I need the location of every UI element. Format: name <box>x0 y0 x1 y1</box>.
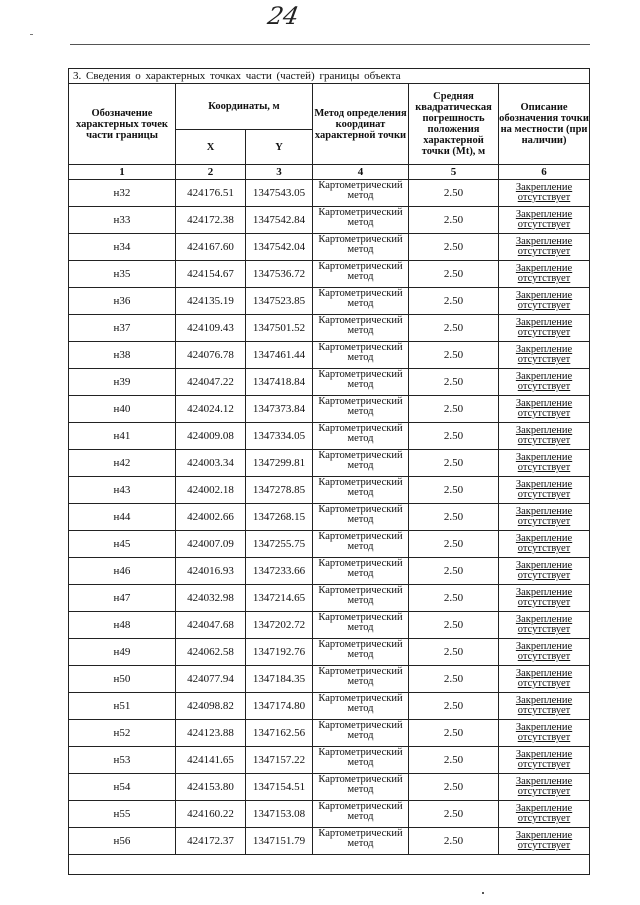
description-cell <box>499 207 590 234</box>
margin-mark <box>30 34 33 35</box>
point-cell: н41 <box>69 423 176 450</box>
header-method: Метод определения координат характерной точки <box>313 84 409 165</box>
method-cell: Картометрический метод <box>313 720 409 747</box>
point-cell: н34 <box>69 234 176 261</box>
description-text: Закрепление отсутствует <box>515 695 573 716</box>
x-coordinate-cell: 424167.60 <box>176 234 246 261</box>
x-coordinate-cell: 424032.98 <box>176 585 246 612</box>
description-cell <box>499 315 590 342</box>
table-body <box>69 180 590 855</box>
method-cell: Картометрический метод <box>313 801 409 828</box>
y-coordinate-cell: 1347536.72 <box>246 261 313 288</box>
accuracy-cell: 2.50 <box>409 801 499 828</box>
y-coordinate-cell: 1347255.75 <box>246 531 313 558</box>
table-row <box>69 504 590 531</box>
table-row <box>69 369 590 396</box>
x-coordinate-cell: 424160.22 <box>176 801 246 828</box>
accuracy-cell: 2.50 <box>409 180 499 207</box>
description-cell <box>499 396 590 423</box>
accuracy-cell: 2.50 <box>409 639 499 666</box>
table-row <box>69 612 590 639</box>
description-cell <box>499 666 590 693</box>
description-text: Закрепление отсутствует <box>515 290 573 311</box>
method-cell: Картометрический метод <box>313 666 409 693</box>
description-text: Закрепление отсутствует <box>515 398 573 419</box>
accuracy-cell: 2.50 <box>409 207 499 234</box>
x-coordinate-cell: 424172.37 <box>176 828 246 855</box>
description-cell <box>499 423 590 450</box>
boundary-points-document <box>68 68 589 875</box>
point-cell: н40 <box>69 396 176 423</box>
description-cell <box>499 693 590 720</box>
point-cell: н55 <box>69 801 176 828</box>
description-cell <box>499 234 590 261</box>
description-text: Закрепление отсутствует <box>515 587 573 608</box>
table-row <box>69 693 590 720</box>
method-cell: Картометрический метод <box>313 612 409 639</box>
accuracy-cell: 2.50 <box>409 477 499 504</box>
description-cell <box>499 828 590 855</box>
description-text: Закрепление отсутствует <box>515 371 573 392</box>
y-coordinate-cell: 1347542.84 <box>246 207 313 234</box>
description-text: Закрепление отсутствует <box>515 209 573 230</box>
accuracy-cell: 2.50 <box>409 369 499 396</box>
y-coordinate-cell: 1347334.05 <box>246 423 313 450</box>
description-cell <box>499 639 590 666</box>
point-cell: н49 <box>69 639 176 666</box>
y-coordinate-cell: 1347174.80 <box>246 693 313 720</box>
table-row <box>69 531 590 558</box>
header-y: Y <box>246 130 313 165</box>
description-cell <box>499 558 590 585</box>
point-cell: н54 <box>69 774 176 801</box>
y-coordinate-cell: 1347157.22 <box>246 747 313 774</box>
empty-cell <box>69 855 590 875</box>
description-text: Закрепление отсутствует <box>515 506 573 527</box>
x-coordinate-cell: 424002.18 <box>176 477 246 504</box>
x-coordinate-cell: 424003.34 <box>176 450 246 477</box>
header-rule <box>70 44 590 45</box>
method-cell: Картометрический метод <box>313 396 409 423</box>
page-number: 24 <box>265 2 302 30</box>
description-cell <box>499 261 590 288</box>
table-row <box>69 801 590 828</box>
point-cell: н44 <box>69 504 176 531</box>
table-row <box>69 666 590 693</box>
method-cell: Картометрический метод <box>313 207 409 234</box>
x-coordinate-cell: 424009.08 <box>176 423 246 450</box>
y-coordinate-cell: 1347299.81 <box>246 450 313 477</box>
accuracy-cell: 2.50 <box>409 288 499 315</box>
x-coordinate-cell: 424176.51 <box>176 180 246 207</box>
y-coordinate-cell: 1347153.08 <box>246 801 313 828</box>
y-coordinate-cell: 1347461.44 <box>246 342 313 369</box>
description-cell <box>499 180 590 207</box>
accuracy-cell: 2.50 <box>409 774 499 801</box>
point-cell: н32 <box>69 180 176 207</box>
accuracy-cell: 2.50 <box>409 747 499 774</box>
method-cell: Картометрический метод <box>313 423 409 450</box>
description-text: Закрепление отсутствует <box>515 803 573 824</box>
description-cell <box>499 531 590 558</box>
table-row <box>69 234 590 261</box>
description-cell <box>499 612 590 639</box>
point-cell: н53 <box>69 747 176 774</box>
point-cell: н43 <box>69 477 176 504</box>
description-text: Закрепление отсутствует <box>515 236 573 257</box>
accuracy-cell: 2.50 <box>409 666 499 693</box>
method-cell: Картометрический метод <box>313 369 409 396</box>
accuracy-cell: 2.50 <box>409 450 499 477</box>
table-row <box>69 477 590 504</box>
accuracy-cell: 2.50 <box>409 531 499 558</box>
method-cell: Картометрический метод <box>313 693 409 720</box>
description-text: Закрепление отсутствует <box>515 722 573 743</box>
x-coordinate-cell: 424002.66 <box>176 504 246 531</box>
boundary-points-table <box>68 68 590 875</box>
y-coordinate-cell: 1347184.35 <box>246 666 313 693</box>
method-cell: Картометрический метод <box>313 315 409 342</box>
description-text: Закрепление отсутствует <box>515 668 573 689</box>
description-text: Закрепление отсутствует <box>515 614 573 635</box>
accuracy-cell: 2.50 <box>409 720 499 747</box>
table-row <box>69 423 590 450</box>
empty-row <box>69 855 590 875</box>
y-coordinate-cell: 1347373.84 <box>246 396 313 423</box>
table-row <box>69 315 590 342</box>
table-row <box>69 747 590 774</box>
point-cell: н52 <box>69 720 176 747</box>
accuracy-cell: 2.50 <box>409 342 499 369</box>
method-cell: Картометрический метод <box>313 261 409 288</box>
description-text: Закрепление отсутствует <box>515 479 573 500</box>
page-mark <box>482 892 484 894</box>
y-coordinate-cell: 1347202.72 <box>246 612 313 639</box>
x-coordinate-cell: 424047.22 <box>176 369 246 396</box>
point-cell: н37 <box>69 315 176 342</box>
point-cell: н50 <box>69 666 176 693</box>
y-coordinate-cell: 1347214.65 <box>246 585 313 612</box>
x-coordinate-cell: 424098.82 <box>176 693 246 720</box>
method-cell: Картометрический метод <box>313 234 409 261</box>
method-cell: Картометрический метод <box>313 531 409 558</box>
x-coordinate-cell: 424153.80 <box>176 774 246 801</box>
method-cell: Картометрический метод <box>313 288 409 315</box>
description-cell <box>499 774 590 801</box>
accuracy-cell: 2.50 <box>409 315 499 342</box>
accuracy-cell: 2.50 <box>409 261 499 288</box>
accuracy-cell: 2.50 <box>409 612 499 639</box>
column-number: 5 <box>409 165 499 180</box>
description-text: Закрепление отсутствует <box>515 533 573 554</box>
header-x: X <box>176 130 246 165</box>
accuracy-cell: 2.50 <box>409 234 499 261</box>
accuracy-cell: 2.50 <box>409 423 499 450</box>
y-coordinate-cell: 1347233.66 <box>246 558 313 585</box>
description-cell <box>499 477 590 504</box>
y-coordinate-cell: 1347154.51 <box>246 774 313 801</box>
y-coordinate-cell: 1347151.79 <box>246 828 313 855</box>
x-coordinate-cell: 424016.93 <box>176 558 246 585</box>
description-text: Закрепление отсутствует <box>515 749 573 770</box>
description-cell <box>499 450 590 477</box>
y-coordinate-cell: 1347542.04 <box>246 234 313 261</box>
y-coordinate-cell: 1347192.76 <box>246 639 313 666</box>
column-numbers-row <box>69 165 590 180</box>
x-coordinate-cell: 424141.65 <box>176 747 246 774</box>
x-coordinate-cell: 424109.43 <box>176 315 246 342</box>
section-title: 3. Сведения о характерных точках части (частей) границы объекта <box>69 69 590 84</box>
accuracy-cell: 2.50 <box>409 558 499 585</box>
accuracy-cell: 2.50 <box>409 396 499 423</box>
table-row <box>69 720 590 747</box>
column-number: 3 <box>246 165 313 180</box>
header-coordinates: Координаты, м <box>176 84 313 130</box>
point-cell: н46 <box>69 558 176 585</box>
table-row <box>69 180 590 207</box>
description-text: Закрепление отсутствует <box>515 182 573 203</box>
y-coordinate-cell: 1347523.85 <box>246 288 313 315</box>
method-cell: Картометрический метод <box>313 774 409 801</box>
header-accuracy: Средняя квадратическая погрешность положения характерной точки (Mt), м <box>409 84 499 165</box>
point-cell: н33 <box>69 207 176 234</box>
table-row <box>69 450 590 477</box>
x-coordinate-cell: 424135.19 <box>176 288 246 315</box>
table-row <box>69 828 590 855</box>
description-text: Закрепление отсутствует <box>515 641 573 662</box>
method-cell: Картометрический метод <box>313 747 409 774</box>
method-cell: Картометрический метод <box>313 477 409 504</box>
method-cell: Картометрический метод <box>313 342 409 369</box>
description-cell <box>499 747 590 774</box>
point-cell: н39 <box>69 369 176 396</box>
x-coordinate-cell: 424062.58 <box>176 639 246 666</box>
point-cell: н36 <box>69 288 176 315</box>
y-coordinate-cell: 1347501.52 <box>246 315 313 342</box>
point-cell: н38 <box>69 342 176 369</box>
y-coordinate-cell: 1347162.56 <box>246 720 313 747</box>
column-number: 4 <box>313 165 409 180</box>
description-cell <box>499 342 590 369</box>
description-text: Закрепление отсутствует <box>515 263 573 284</box>
point-cell: н51 <box>69 693 176 720</box>
point-cell: н56 <box>69 828 176 855</box>
point-cell: н42 <box>69 450 176 477</box>
description-cell <box>499 585 590 612</box>
x-coordinate-cell: 424077.94 <box>176 666 246 693</box>
method-cell: Картометрический метод <box>313 504 409 531</box>
description-text: Закрепление отсутствует <box>515 317 573 338</box>
x-coordinate-cell: 424123.88 <box>176 720 246 747</box>
header-designation: Обозначение характерных точек части границы <box>69 84 176 165</box>
point-cell: н48 <box>69 612 176 639</box>
description-text: Закрепление отсутствует <box>515 344 573 365</box>
description-cell <box>499 801 590 828</box>
table-row <box>69 585 590 612</box>
point-cell: н45 <box>69 531 176 558</box>
x-coordinate-cell: 424172.38 <box>176 207 246 234</box>
y-coordinate-cell: 1347418.84 <box>246 369 313 396</box>
y-coordinate-cell: 1347543.05 <box>246 180 313 207</box>
description-cell <box>499 288 590 315</box>
method-cell: Картометрический метод <box>313 585 409 612</box>
x-coordinate-cell: 424047.68 <box>176 612 246 639</box>
description-text: Закрепление отсутствует <box>515 425 573 446</box>
description-cell <box>499 720 590 747</box>
column-number: 1 <box>69 165 176 180</box>
y-coordinate-cell: 1347278.85 <box>246 477 313 504</box>
accuracy-cell: 2.50 <box>409 693 499 720</box>
table-row <box>69 342 590 369</box>
accuracy-cell: 2.50 <box>409 828 499 855</box>
x-coordinate-cell: 424076.78 <box>176 342 246 369</box>
column-number: 2 <box>176 165 246 180</box>
header-description: Описание обозначения точки на местности (при наличии) <box>499 84 590 165</box>
method-cell: Картометрический метод <box>313 180 409 207</box>
point-cell: н35 <box>69 261 176 288</box>
description-text: Закрепление отсутствует <box>515 452 573 473</box>
accuracy-cell: 2.50 <box>409 585 499 612</box>
method-cell: Картометрический метод <box>313 828 409 855</box>
x-coordinate-cell: 424024.12 <box>176 396 246 423</box>
description-text: Закрепление отсутствует <box>515 830 573 851</box>
y-coordinate-cell: 1347268.15 <box>246 504 313 531</box>
table-row <box>69 774 590 801</box>
point-cell: н47 <box>69 585 176 612</box>
table-row <box>69 558 590 585</box>
method-cell: Картометрический метод <box>313 639 409 666</box>
x-coordinate-cell: 424007.09 <box>176 531 246 558</box>
method-cell: Картометрический метод <box>313 450 409 477</box>
table-row <box>69 396 590 423</box>
description-cell <box>499 504 590 531</box>
method-cell: Картометрический метод <box>313 558 409 585</box>
description-cell <box>499 369 590 396</box>
table-row <box>69 207 590 234</box>
table-row <box>69 261 590 288</box>
description-text: Закрепление отсутствует <box>515 776 573 797</box>
description-text: Закрепление отсутствует <box>515 560 573 581</box>
accuracy-cell: 2.50 <box>409 504 499 531</box>
x-coordinate-cell: 424154.67 <box>176 261 246 288</box>
table-row <box>69 288 590 315</box>
table-row <box>69 639 590 666</box>
column-number: 6 <box>499 165 590 180</box>
